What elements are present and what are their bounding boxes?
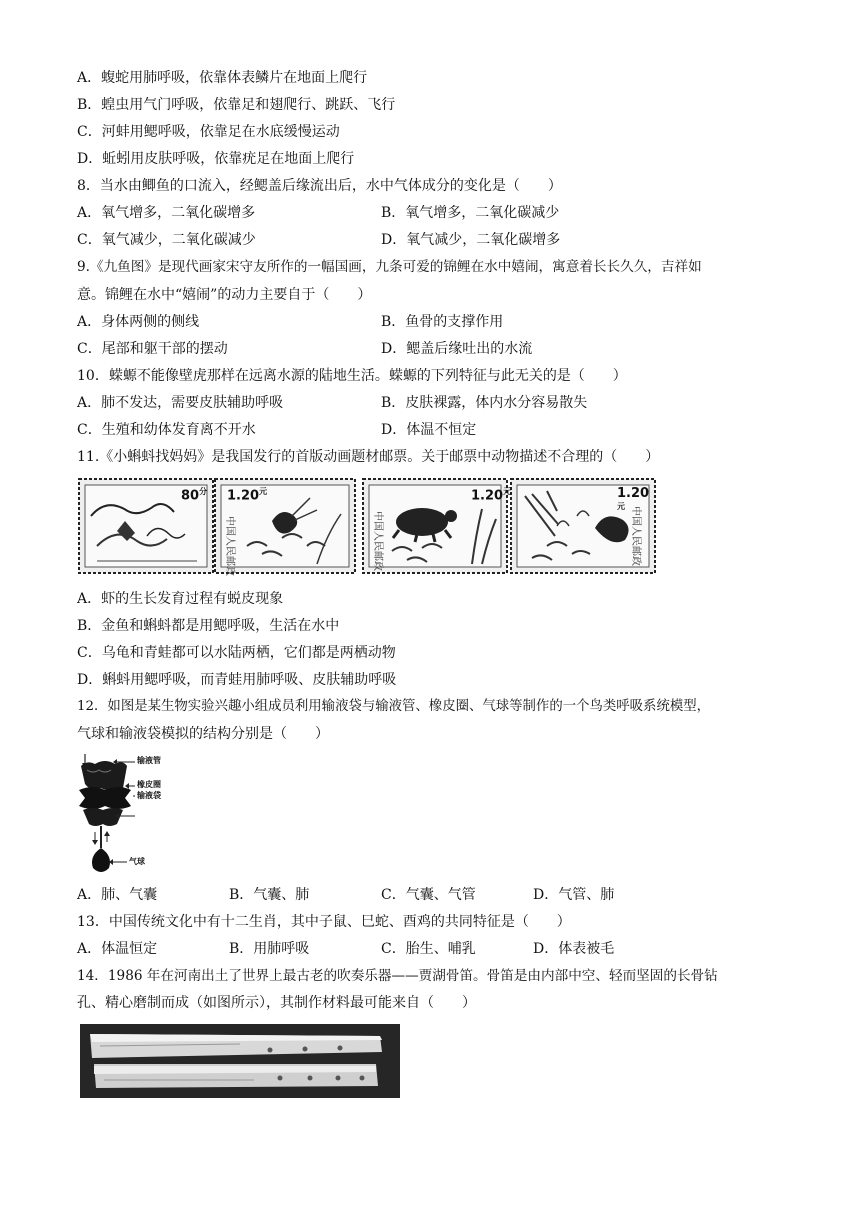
label-rubber-band: 橡皮圈 [137,780,161,789]
q8-option-a: A．氧气增多，二氧化碳增多 [77,205,256,221]
q13-option-c: C．胎生、哺乳 [381,941,476,957]
q10-options-row2 [77,420,797,440]
q9-options-row1 [77,312,797,332]
svg-text:中国人民邮政: 中国人民邮政 [372,511,383,571]
svg-text:中国人民邮政: 中国人民邮政 [630,506,641,566]
stamp-2-value: $1.20^元$ [227,487,268,504]
q13-options-row [77,939,797,959]
q9-stem-line2: 意。锦鲤在水中“嬉闹”的动力主要自于（ ） [77,287,372,303]
stamps-image [77,476,657,576]
q11-option-b: B．金鱼和蝌蚪都是用鳃呼吸，生活在水中 [77,618,340,634]
stamp-1-value: $80^分$ [181,487,208,504]
bird-respiration-model-image [77,752,197,876]
q13-option-a: A．体温恒定 [77,941,158,957]
q9-option-c: C．尾部和躯干部的摆动 [77,341,228,357]
q8-stem: 8．当水由鲫鱼的口流入，经鳃盖后缘流出后，水中气体成分的变化是（ ） [77,178,562,194]
q9-option-a: A．身体两侧的侧线 [77,314,200,330]
q10-option-a: A．肺不发达，需要皮肤辅助呼吸 [77,395,284,411]
q14-stem-line2: 孔、精心磨制而成（如图所示），其制作材料最可能来自（ ） [77,995,476,1011]
stamps-illustration [77,476,657,576]
q10-option-b: B．皮肤裸露，体内水分容易散失 [381,395,588,411]
q12-option-b: B．气囊、肺 [229,887,310,903]
stamp-3-value: $1.20^元$ [471,487,512,504]
q9-option-d: D．鳃盖后缘吐出的水流 [381,341,533,357]
q10-stem: 10．蝾螈不能像壁虎那样在远离水源的陆地生活。蝾螈的下列特征与此无关的是（ ） [77,368,627,384]
q11-option-a: A．虾的生长发育过程有蜕皮现象 [77,591,284,607]
svg-text:中国人民邮政: 中国人民邮政 [224,516,235,576]
q9-options-row2 [77,339,797,359]
q7-option-a: A．蝮蛇用肺呼吸，依靠体表鳞片在地面上爬行 [77,70,368,86]
q8-option-c: C．氧气减少，二氧化碳减少 [77,232,256,248]
q12-option-d: D．气管、肺 [533,887,615,903]
q14-stem-line1: 14．1986 年在河南出土了世界上最古老的吹奏乐器——贾湖骨笛。骨笛是由内部中空、轻而坚固的长骨钻 [77,968,718,984]
q12-option-c: C．气囊、气管 [381,887,476,903]
q10-option-d: D．体温不恒定 [381,422,477,438]
label-infusion-tube: 输液管 [137,756,161,765]
q13-option-b: B．用肺呼吸 [229,941,310,957]
q13-stem: 13．中国传统文化中有十二生肖，其中子鼠、巳蛇、酉鸡的共同特征是（ ） [77,914,571,930]
q8-option-b: B．氧气增多，二氧化碳减少 [381,205,560,221]
q10-option-c: C．生殖和幼体发育离不开水 [77,422,256,438]
q9-stem-line1: 9.《九鱼图》是现代画家宋守友所作的一幅国画，九条可爱的锦鲤在水中嬉闹，寓意着长长久久，吉祥如 [77,259,702,275]
q11-option-c: C．乌龟和青蛙都可以水陆两栖，它们都是两栖动物 [77,645,396,661]
label-infusion-bag: 输液袋 [137,791,161,800]
q8-option-d: D．氧气减少，二氧化碳增多 [381,232,561,248]
bone-flute-photo [80,1024,400,1098]
q12-stem-line1: 12．如图是某生物实验兴趣小组成员利用输液袋与输液管、橡皮圈、气球等制作的一个鸟类呼吸系统模型， [77,699,711,714]
q7-option-d: D．蚯蚓用皮肤呼吸，依靠疣足在地面上爬行 [77,151,355,167]
label-balloon: 气球 [129,857,145,866]
q12-stem-line2: 气球和输液袋模拟的结构分别是（ ） [77,726,329,742]
q8-options-row2 [77,230,797,250]
q7-option-b: B．蝗虫用气门呼吸，依靠足和翅爬行、跳跃、飞行 [77,97,396,113]
bone-flute-image [80,1024,400,1098]
q11-option-d: D．蝌蚪用鳃呼吸，而青蛙用肺呼吸、皮肤辅助呼吸 [77,672,397,688]
q11-stem: 11.《小蝌蚪找妈妈》是我国发行的首版动画题材邮票。关于邮票中动物描述不合理的（ ） [77,449,660,465]
q12-option-a: A．肺、气囊 [77,887,158,903]
stamp-4-value: $1.20^元$ [617,486,650,511]
q12-options-row [77,885,797,905]
q7-option-c: C．河蚌用鳃呼吸，依靠足在水底缓慢运动 [77,124,340,140]
q9-option-b: B．鱼骨的支撑作用 [381,314,504,330]
q13-option-d: D．体表被毛 [533,941,615,957]
q10-options-row1 [77,393,797,413]
q8-options-row1 [77,203,797,223]
